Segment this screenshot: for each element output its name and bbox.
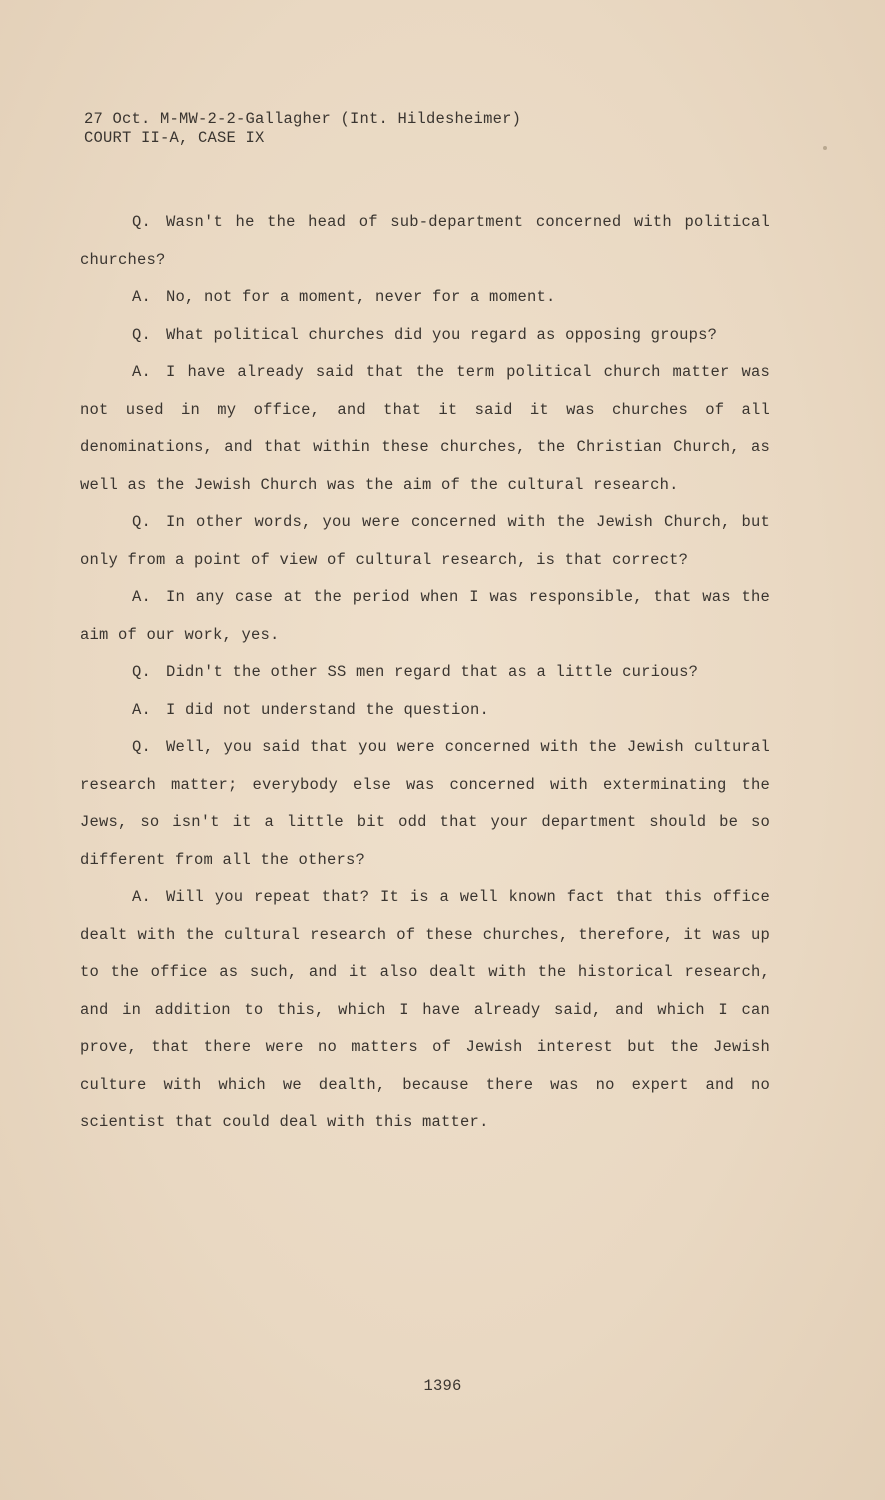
paragraph-text: No, not for a moment, never for a moment. [166,288,556,306]
document-header [84,110,521,148]
paragraph-text: What political churches did you regard as opposing groups? [166,325,718,344]
speaker-label: A. [132,700,152,719]
speaker-label: Q. [132,325,152,344]
transcript-paragraph [80,204,770,279]
speaker-label: Q. [132,663,152,681]
paragraph-text: I did not understand the question. [166,700,490,719]
speaker-label: Q. [132,213,152,231]
paragraph-text: In any case at the period when I was responsible, that was the aim of our work, yes. [80,588,770,644]
transcript-paragraph [80,729,770,879]
page-number: 1396 [423,1377,462,1395]
paragraph-text: Well, you said that you were concerned with the Jewish cultural research matter; everybody else was concerned with exterminating the Jews, so isn't it a little bit odd that your department should be so different from all the others? [80,738,770,869]
speaker-label: Q. [132,738,152,756]
speaker-label: A. [132,888,152,906]
transcript-paragraph [80,317,770,355]
header-line-date-case: 27 Oct. M-MW-2-2-Gallagher (Int. Hildesheimer) [84,110,522,128]
transcript-paragraph [80,354,770,504]
paragraph-text: Didn't the other SS men regard that as a little curious? [166,663,699,681]
transcript-paragraph [80,504,770,579]
paper-speck [823,146,827,150]
transcript-paragraph [80,579,770,654]
transcript-paragraph [80,279,770,317]
speaker-label: A. [132,588,152,606]
header-line-court: COURT II-A, CASE IX [84,129,265,147]
transcript-paragraph [80,692,770,730]
transcript-body [80,204,770,1142]
paragraph-text: Wasn't he the head of sub-department concerned with political churches? [80,213,770,269]
transcript-paragraph [80,654,770,692]
speaker-label: A. [132,363,152,381]
paragraph-text: I have already said that the term political church matter was not used in my office, and that it said it was churches of all denominations, and that within these churches, the Christian Church, as well as the Jewish Church was the aim of the cultural research. [80,363,770,494]
speaker-label: A. [132,288,152,306]
paragraph-text: In other words, you were concerned with the Jewish Church, but only from a point of view of cultural research, is that correct? [80,513,770,569]
speaker-label: Q. [132,513,152,531]
transcript-paragraph [80,879,770,1142]
paragraph-text: Will you repeat that? It is a well known fact that this office dealt with the cultural research of these churches, therefore, it was up to the office as such, and it also dealt with the historical research, and in addition to this, which I have already said, and which I can prove, that there were no matters of Jewish interest but the Jewish culture with which we dealth, because there was no expert and no scientist that could deal with this matter. [80,888,770,1131]
